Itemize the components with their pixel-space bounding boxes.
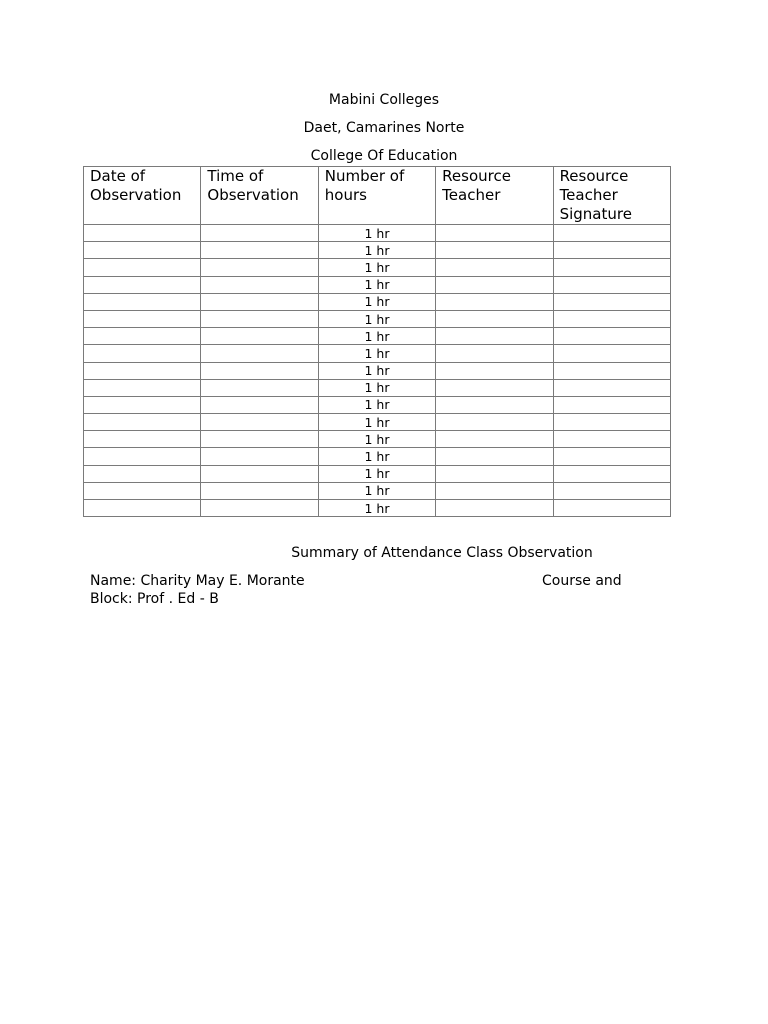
table-cell (84, 225, 201, 242)
table-cell (201, 310, 318, 327)
column-header-date: Date of Observation (84, 167, 201, 225)
table-cell (201, 259, 318, 276)
attendance-table (83, 166, 671, 517)
table-cell (553, 225, 670, 242)
table-cell (553, 465, 670, 482)
table-cell (553, 242, 670, 259)
table-cell (436, 242, 553, 259)
table-cell (553, 362, 670, 379)
table-cell (84, 310, 201, 327)
table-cell: 1 hr (318, 242, 435, 259)
table-cell: 1 hr (318, 328, 435, 345)
table-cell (201, 242, 318, 259)
table-cell (436, 362, 553, 379)
table-header-row (84, 167, 671, 225)
table-row (84, 276, 671, 293)
table-cell (201, 500, 318, 517)
student-name: Name: Charity May E. Morante (90, 573, 305, 589)
table-cell (436, 414, 553, 431)
table-row (84, 396, 671, 413)
table-cell (201, 345, 318, 362)
table-row (84, 310, 671, 327)
table-row (84, 328, 671, 345)
table-cell (553, 448, 670, 465)
table-cell (201, 482, 318, 499)
table-cell (84, 379, 201, 396)
table-cell: 1 hr (318, 310, 435, 327)
table-cell: 1 hr (318, 431, 435, 448)
table-cell (201, 225, 318, 242)
table-cell (84, 276, 201, 293)
college-name: College Of Education (310, 148, 458, 164)
table-row (84, 259, 671, 276)
table-cell (553, 276, 670, 293)
table-cell (553, 379, 670, 396)
table-cell (201, 276, 318, 293)
table-cell (553, 414, 670, 431)
table-cell (84, 242, 201, 259)
student-name-line (90, 572, 650, 590)
table-cell (553, 259, 670, 276)
table-cell (84, 345, 201, 362)
table-cell: 1 hr (318, 500, 435, 517)
table-row (84, 293, 671, 310)
table-cell (553, 328, 670, 345)
table-cell (553, 482, 670, 499)
table-cell (84, 465, 201, 482)
table-row (84, 448, 671, 465)
table-row (84, 500, 671, 517)
column-header-hours: Number of hours (318, 167, 435, 225)
table-cell (436, 482, 553, 499)
table-cell (553, 293, 670, 310)
table-cell: 1 hr (318, 448, 435, 465)
table-cell (201, 328, 318, 345)
table-cell (436, 345, 553, 362)
table-cell: 1 hr (318, 362, 435, 379)
table-cell (84, 414, 201, 431)
table-cell (84, 259, 201, 276)
table-cell (201, 293, 318, 310)
table-cell: 1 hr (318, 482, 435, 499)
table-cell (201, 362, 318, 379)
table-cell: 1 hr (318, 414, 435, 431)
table-cell (436, 293, 553, 310)
table-cell (84, 362, 201, 379)
table-row (84, 345, 671, 362)
table-cell (436, 276, 553, 293)
table-cell (553, 431, 670, 448)
table-row (84, 431, 671, 448)
table-cell (436, 259, 553, 276)
table-cell: 1 hr (318, 396, 435, 413)
institution-name: Mabini Colleges (328, 92, 440, 108)
table-row (84, 362, 671, 379)
table-cell: 1 hr (318, 293, 435, 310)
table-row (84, 482, 671, 499)
table-cell (201, 396, 318, 413)
table-cell (84, 396, 201, 413)
table-cell (436, 465, 553, 482)
table-cell (84, 482, 201, 499)
table-cell: 1 hr (318, 379, 435, 396)
table-cell (84, 500, 201, 517)
table-cell (201, 465, 318, 482)
table-cell (84, 448, 201, 465)
summary-title: Summary of Attendance Class Observation (291, 545, 593, 561)
table-row (84, 225, 671, 242)
table-row (84, 242, 671, 259)
table-row (84, 379, 671, 396)
table-cell (436, 500, 553, 517)
table-cell (553, 345, 670, 362)
column-header-resource-teacher: Resource Teacher (436, 167, 553, 225)
table-cell (553, 500, 670, 517)
table-cell (84, 328, 201, 345)
table-cell (436, 379, 553, 396)
table-cell (84, 431, 201, 448)
table-cell (553, 396, 670, 413)
table-cell: 1 hr (318, 465, 435, 482)
table-cell (436, 448, 553, 465)
column-header-signature: Resource Teacher Signature (553, 167, 670, 225)
table-cell (201, 448, 318, 465)
table-cell (436, 310, 553, 327)
table-cell (201, 379, 318, 396)
course-block: Block: Prof . Ed - B (90, 591, 219, 607)
table-cell: 1 hr (318, 225, 435, 242)
table-cell (436, 396, 553, 413)
institution-location: Daet, Camarines Norte (303, 120, 465, 136)
table-cell (436, 431, 553, 448)
column-header-time: Time of Observation (201, 167, 318, 225)
table-cell (436, 225, 553, 242)
table-cell (201, 414, 318, 431)
table-cell (436, 328, 553, 345)
table-cell (201, 431, 318, 448)
table-row (84, 465, 671, 482)
course-label: Course and (542, 573, 622, 589)
table-cell (553, 310, 670, 327)
table-row (84, 414, 671, 431)
table-cell (84, 293, 201, 310)
table-body (84, 225, 671, 517)
table-cell: 1 hr (318, 276, 435, 293)
table-cell: 1 hr (318, 259, 435, 276)
table-cell: 1 hr (318, 345, 435, 362)
